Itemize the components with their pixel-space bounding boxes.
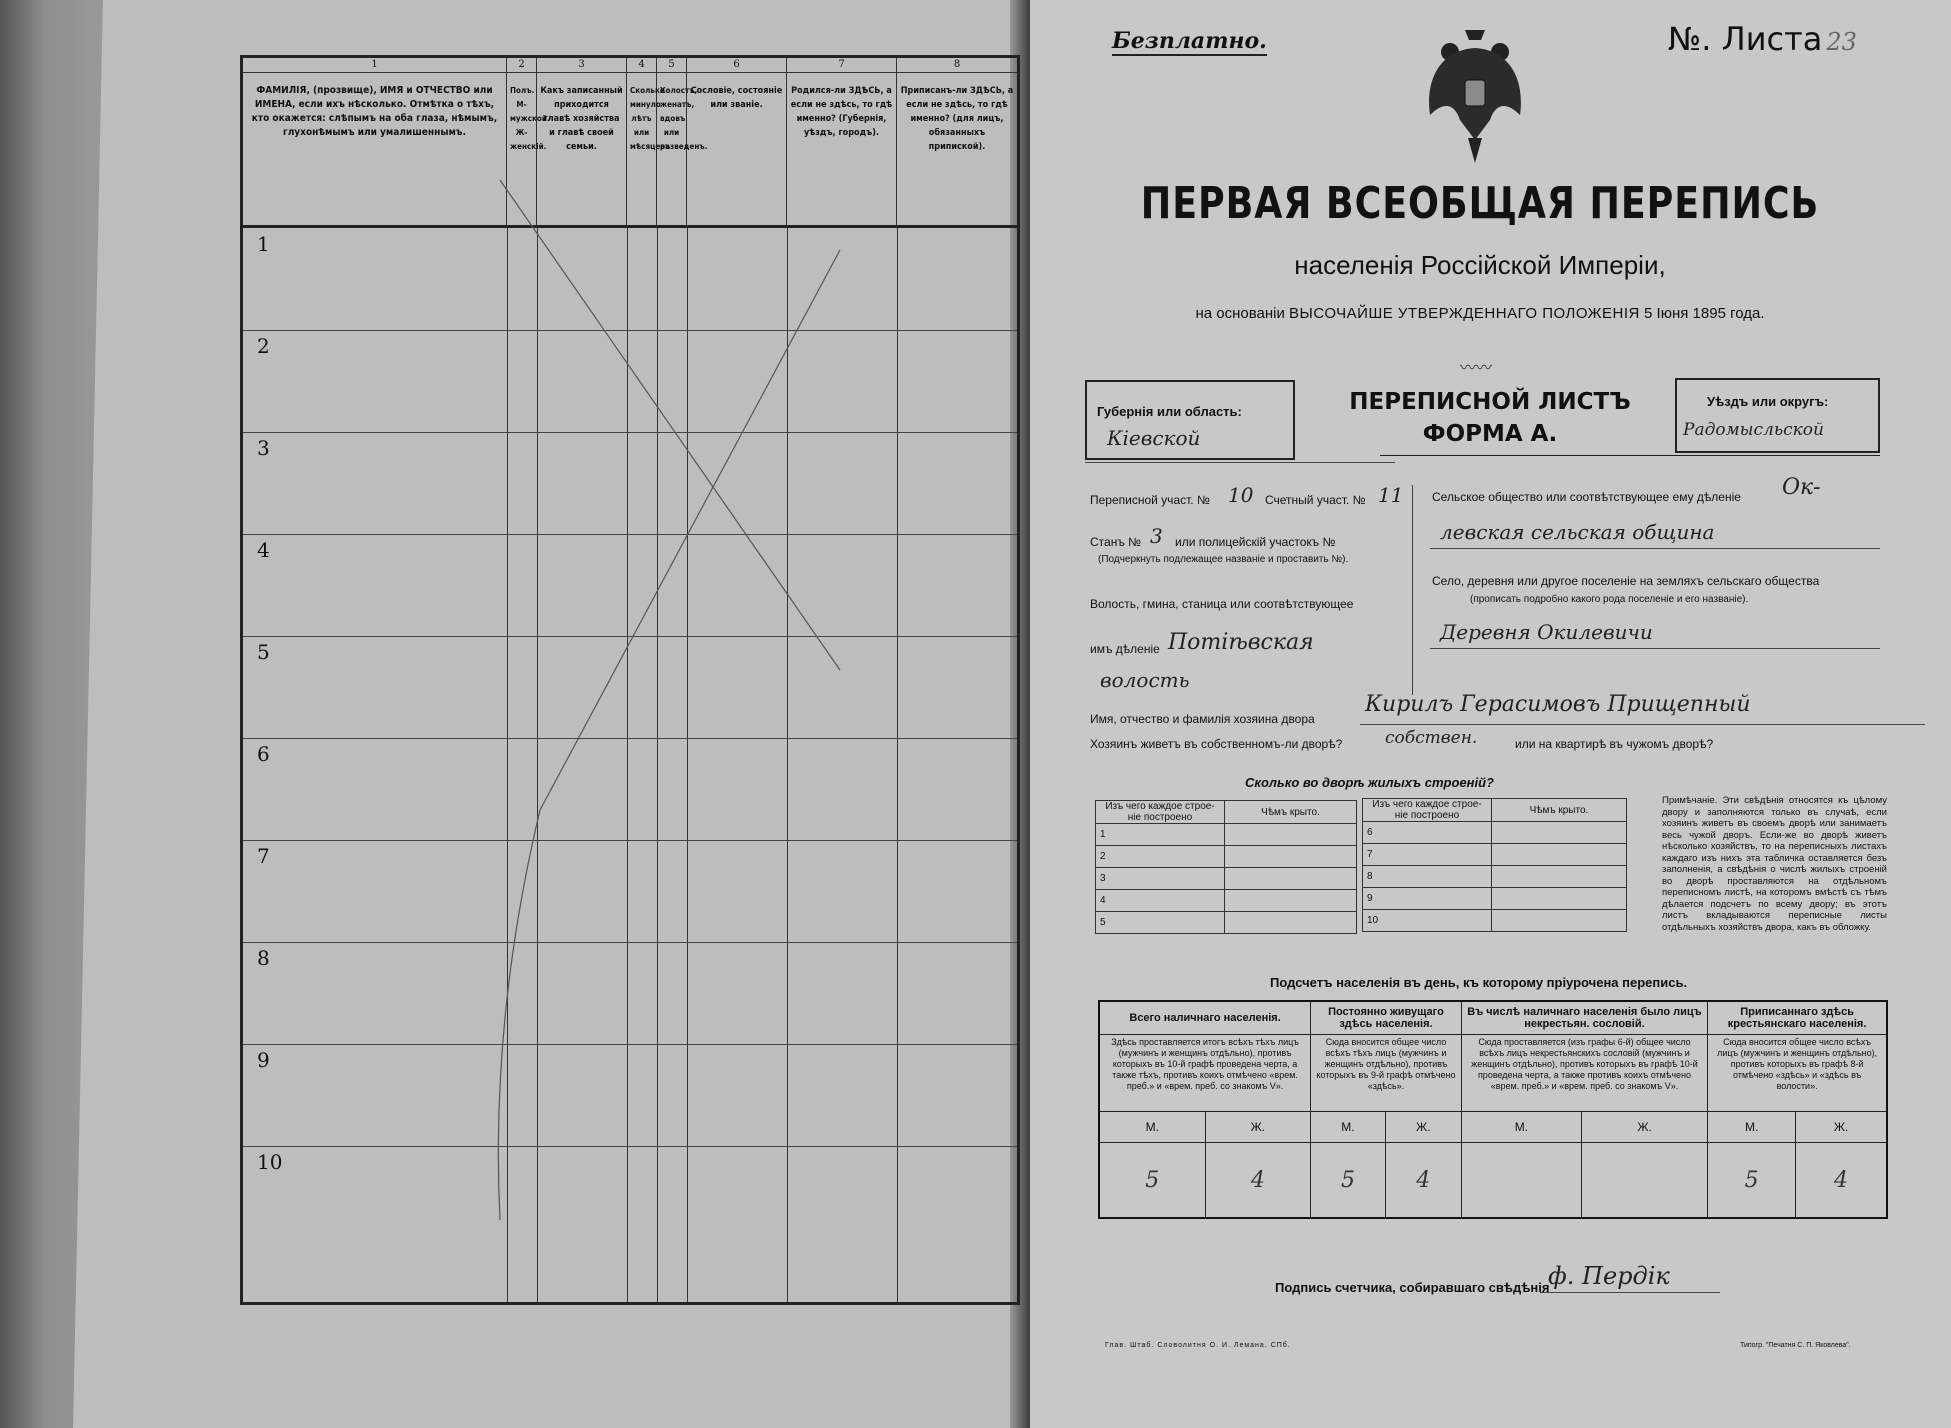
building-row-number: 6 — [1363, 822, 1492, 844]
building-row-number: 5 — [1096, 912, 1225, 934]
divider — [1085, 462, 1395, 463]
col-head-birthplace: Родился-ли ЗДѢСЬ, а если не здѣсь, то гдѣ именно? (Губернія, уѣздъ, городъ). — [787, 72, 897, 225]
census-basis — [1100, 305, 1860, 322]
county-box — [1675, 378, 1880, 453]
sheet-number — [1668, 20, 1857, 58]
pop-head-permanent: Постоянно живущаго здѣсь населенія. — [1311, 1001, 1462, 1035]
col-num: 1 — [243, 58, 507, 72]
pop-head-total: Всего наличнаго населенія. — [1099, 1001, 1311, 1035]
ledger-row — [243, 636, 1017, 739]
building-row-number: 9 — [1363, 888, 1492, 910]
ledger-column-numbers — [243, 58, 1017, 73]
col-head-marital: Холостъ, женатъ, вдовъ или разведенъ. — [657, 72, 687, 225]
county-value: Радомысльской — [1683, 420, 1824, 440]
population-table — [1098, 1000, 1888, 1219]
own-yard-value: собствен. — [1385, 728, 1478, 748]
col-material: Изъ чего каждое строе-ніе построено — [1096, 801, 1225, 824]
row-number: 9 — [257, 1048, 270, 1072]
row-number: 6 — [257, 742, 270, 766]
divider — [1380, 455, 1880, 456]
ledger-row — [243, 1146, 1017, 1248]
population-title: Подсчетъ населенія въ день, къ которому пріурочена перепись. — [1270, 975, 1688, 990]
signature-line — [1540, 1292, 1720, 1293]
nonpeasant-female-count — [1582, 1143, 1708, 1219]
buildings-question: Сколько во дворѣ жилыхъ строеній? — [1245, 775, 1494, 790]
own-yard-label: Хозяинъ живетъ въ собственномъ-ли дворѣ? — [1090, 737, 1343, 751]
female-header: Ж. — [1796, 1112, 1887, 1143]
village-note: (прописать подробно какого рода поселеніе и его названіе). — [1470, 594, 1749, 605]
form-title-line2: ФОРМА А. — [1422, 421, 1558, 447]
col-material: Изъ чего каждое строе-ніе построено — [1363, 799, 1492, 822]
col-num: 6 — [687, 58, 787, 72]
census-subtitle: населенія Россійской Имперіи, — [1294, 250, 1666, 280]
permanent-female-count: 4 — [1385, 1143, 1461, 1219]
building-row-number: 8 — [1363, 866, 1492, 888]
male-header: М. — [1461, 1112, 1581, 1143]
province-value: Кіевской — [1107, 426, 1201, 450]
county-label: Уѣздъ или округъ: — [1707, 394, 1829, 409]
row-number: 5 — [257, 640, 270, 664]
col-num: 8 — [953, 59, 961, 70]
col-head-relation: Какъ записанный приходится главѣ хозяйства и главѣ своей семьи. — [537, 72, 627, 225]
basis-prefix: на основаніи — [1195, 305, 1285, 322]
form-title-line1: ПЕРЕПИСНОЙ ЛИСТЪ — [1349, 389, 1631, 415]
building-row-number: 10 — [1363, 910, 1492, 932]
buildings-table-right — [1362, 798, 1627, 932]
village-value: Деревня Окилевичи — [1440, 620, 1653, 644]
male-header: М. — [1708, 1112, 1796, 1143]
field-line — [1360, 724, 1925, 725]
field-line — [1430, 648, 1880, 649]
registered-male-count: 5 — [1708, 1143, 1796, 1219]
society-value: Ок- — [1782, 475, 1821, 500]
volost-value-2: волость — [1100, 668, 1190, 692]
col-num: 3 — [537, 58, 627, 72]
camp-value: 3 — [1150, 524, 1163, 548]
buildings-table-left — [1095, 800, 1357, 934]
nonpeasant-male-count — [1461, 1143, 1581, 1219]
underline-note: (Подчеркнуть подлежащее названіе и проставить №). — [1098, 554, 1349, 565]
ledger-row — [243, 942, 1017, 1045]
census-title: ПЕРВАЯ ВСЕОБЩАЯ ПЕРЕПИСЬ — [1140, 178, 1820, 229]
count-section-value: 11 — [1378, 483, 1404, 507]
ledger-row — [243, 840, 1017, 943]
buildings-note: Примѣчаніе. Эти свѣдѣнія относятся къ цѣлому двору и заполняются только въ случаѣ, если хозяинъ живетъ въ своемъ дворѣ или занимаетъ весь чужой дворъ. Если-же во дворѣ живетъ нѣсколько хозяйствъ, то на переписныхъ листахъ каждаго изъ нихъ эта табличка оставляется безъ заполненія, а свѣдѣнія о числѣ жилыхъ строеній во дворѣ проставляются на отдѣльномъ переписномъ листѣ, на которомъ вмѣстѣ съ тѣмъ дѣлается подсчетъ по всему двору; въ этотъ листъ вкладываются переписные листы отдѣльныхъ хозяйствъ двора, какъ въ обложку. — [1662, 795, 1887, 933]
total-male-count: 5 — [1099, 1143, 1205, 1219]
divider — [1412, 485, 1413, 695]
ledger-row — [243, 432, 1017, 535]
owner-label: Имя, отчество и фамилія хозяина двора — [1090, 712, 1315, 726]
ledger-row — [243, 738, 1017, 841]
building-row-number: 3 — [1096, 868, 1225, 890]
row-number: 2 — [257, 334, 270, 358]
female-header: Ж. — [1385, 1112, 1461, 1143]
free-label: Безплатно. — [1112, 28, 1267, 54]
field-line — [1430, 548, 1880, 549]
basis-suffix: 5 Іюня 1895 года. — [1644, 305, 1765, 322]
ledger-row — [243, 534, 1017, 637]
volost-label-2: имъ дѣленіе — [1090, 642, 1160, 656]
signature-value: ф. Пердік — [1548, 1262, 1670, 1290]
ledger-row — [243, 1044, 1017, 1147]
row-number: 7 — [257, 844, 270, 868]
col-head-age: Сколько минуло лѣтъ или мѣсяцевъ — [627, 72, 657, 225]
ledger-column-headers — [243, 72, 1017, 228]
total-female-count: 4 — [1205, 1143, 1311, 1219]
pop-desc-total: Здѣсь проставляется итогъ всѣхъ тѣхъ лицъ (мужчинъ и женщинъ отдѣльно), противъ которыхъ въ 10-й графѣ проведена черта, а также тѣхъ, противъ коихъ отмѣчено «врем. преб.» и «врем. преб. со знакомъ V». — [1099, 1035, 1311, 1112]
row-number: 1 — [257, 232, 270, 256]
col-head-registered: Приписанъ-ли ЗДѢСЬ, а если не здѣсь, то гдѣ именно? (для лицъ, обязанныхъ припиской). — [900, 86, 1014, 152]
col-num: 4 — [627, 58, 657, 72]
society-value-2: левская сельская община — [1440, 520, 1715, 544]
pop-desc-permanent: Сюда вносится общее число всѣхъ тѣхъ лицъ (мужчинъ и женщинъ отдѣльно), противъ которыхъ въ 9-й графѣ отмѣчено «здѣсь». — [1311, 1035, 1462, 1112]
province-label: Губернія или область: — [1097, 404, 1242, 419]
female-header: Ж. — [1582, 1112, 1708, 1143]
permanent-male-count: 5 — [1311, 1143, 1386, 1219]
col-roof: Чѣмъ крыто. — [1225, 801, 1357, 824]
male-header: М. — [1311, 1112, 1386, 1143]
census-section-value: 10 — [1228, 483, 1254, 507]
province-box — [1085, 380, 1295, 460]
printer-imprint-left: Глав. Штаб. Словолитня О. И. Лемана. СПб. — [1105, 1342, 1291, 1349]
household-ledger — [240, 55, 1020, 1305]
col-roof: Чѣмъ крыто. — [1492, 799, 1627, 822]
row-number: 10 — [257, 1150, 283, 1174]
volost-label: Волость, гмина, станица или соотвѣтствующее — [1090, 597, 1354, 611]
pop-head-nonpeasant: Въ числѣ наличнаго населенія было лицъ некрестьян. сословій. — [1461, 1001, 1707, 1035]
male-header: М. — [1099, 1112, 1205, 1143]
village-label: Село, деревня или другое поселеніе на земляхъ сельскаго общества — [1432, 574, 1820, 588]
row-number: 4 — [257, 538, 270, 562]
census-section-label: Переписной участ. № — [1090, 493, 1210, 507]
col-num: 2 — [507, 58, 537, 72]
ledger-row — [243, 330, 1017, 433]
double-headed-eagle-icon — [1420, 20, 1530, 170]
sheet-number-label: №. Листа — [1668, 20, 1823, 58]
police-label: или полицейскій участокъ № — [1175, 535, 1336, 549]
col-head-estate: Сословіе, состояніе или званіе. — [687, 72, 787, 225]
ledger-row — [243, 228, 1017, 331]
building-row-number: 2 — [1096, 846, 1225, 868]
sheet-number-value: 23 — [1826, 28, 1857, 56]
owner-value: Кирилъ Герасимовъ Прищепный — [1365, 692, 1751, 717]
camp-label: Станъ № — [1090, 535, 1142, 549]
pop-head-registered: Приписаннаго здѣсь крестьянскаго населенія. — [1708, 1001, 1887, 1035]
building-row-number: 7 — [1363, 844, 1492, 866]
row-number: 3 — [257, 436, 270, 460]
col-head-name: ФАМИЛІЯ, (прозвище), ИМЯ и ОТЧЕСТВО или ИМЕНА, если ихъ нѣсколько. Отмѣтка о тѣхъ, кто окажется: слѣпымъ на оба глаза, нѣмымъ, глухонѣмымъ или умалишеннымъ. — [243, 72, 507, 225]
col-num: 5 — [657, 58, 687, 72]
female-header: Ж. — [1205, 1112, 1311, 1143]
signature-label: Подпись счетчика, собиравшаго свѣдѣнія — [1275, 1280, 1550, 1295]
col-num: 7 — [787, 58, 897, 72]
volost-value: Потіѣвская — [1168, 630, 1314, 655]
row-number: 8 — [257, 946, 270, 970]
rented-label: или на квартирѣ въ чужомъ дворѣ? — [1515, 737, 1714, 751]
ornament-flourish: 〰〰 — [1460, 358, 1493, 377]
society-label: Сельское общество или соотвѣтствующее ему дѣленіе — [1432, 490, 1741, 504]
form-title — [1300, 386, 1680, 450]
pop-desc-nonpeasant: Сюда проставляется (изъ графы 6-й) общее число всѣхъ лицъ некрестьянскихъ сословій (мужчинъ и женщинъ отдѣльно), противъ которыхъ въ графѣ 10-й проведена черта, а также противъ коихъ отмѣчено «врем. преб.» и «врем. преб. со знакомъ V». — [1461, 1035, 1707, 1112]
registered-female-count: 4 — [1796, 1143, 1887, 1219]
count-section-label: Счетный участ. № — [1265, 493, 1366, 507]
building-row-number: 4 — [1096, 890, 1225, 912]
building-row-number: 1 — [1096, 824, 1225, 846]
basis-caps: ВЫСОЧАЙШЕ УТВЕРЖДЕННАГО ПОЛОЖЕНІЯ — [1289, 305, 1640, 322]
printer-imprint-right: Типогр. "Печатня С. П. Яковлева". — [1740, 1342, 1851, 1349]
col-head-sex: Полъ. М-мужской. Ж-женскій. — [507, 72, 537, 225]
pop-desc-registered: Сюда вносится общее число всѣхъ лицъ (мужчинъ и женщинъ отдѣльно), противъ которыхъ въ графѣ 8-й отмѣчено «здѣсь» и «здѣсь въ волости». — [1708, 1035, 1887, 1112]
